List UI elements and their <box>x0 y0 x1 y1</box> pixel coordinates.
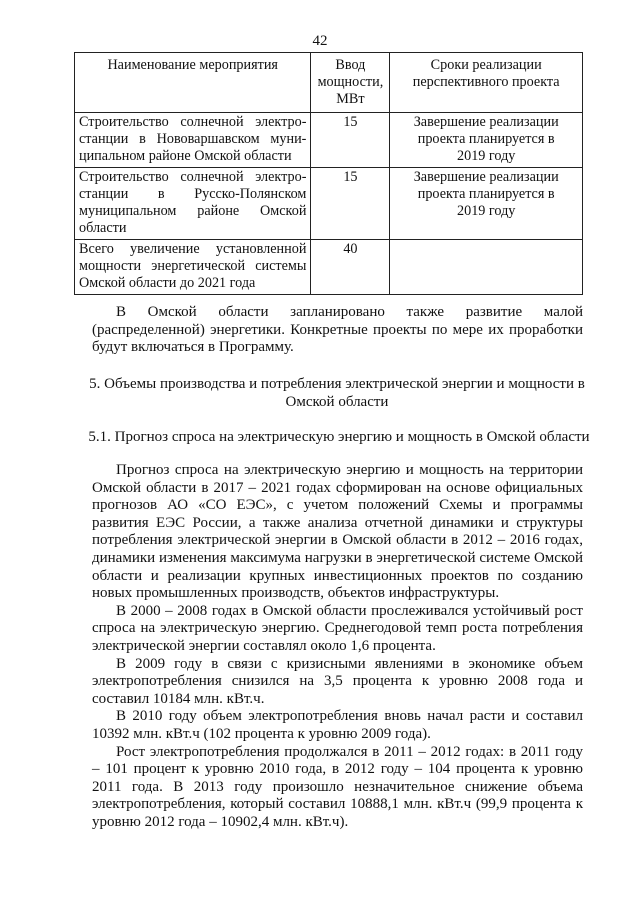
page-number: 42 <box>312 33 328 49</box>
table-row <box>75 168 583 240</box>
table-row <box>75 240 583 295</box>
table-header-row <box>75 53 583 113</box>
header-power: Ввод мощности, МВт <box>311 53 390 113</box>
row-name: Строительство солнечной электро- станции в Нововаршавском муни- ципальном районе Омской области <box>75 113 311 168</box>
header-name: Наименование мероприятия <box>75 53 311 113</box>
section-5-heading: 5. Объемы производства и потребления электрической энергии и мощности в Омской области <box>89 376 585 410</box>
row-term: Завершение реализации проекта планируется в 2019 году <box>390 113 583 168</box>
paragraph-small-energy: В Омской области запланировано также развитие малой (распределенной) энергетики. Конкретные проекты по мере их проработки будут включаться в Программу. <box>92 304 583 356</box>
row-term <box>390 240 583 295</box>
row-power: 15 <box>311 113 390 168</box>
paragraph-2000-2008: В 2000 – 2008 годах в Омской области прослеживался устойчивый рост спроса на электрическую энергию. Среднегодовой темп роста потребления электрической энергии составлял около 1,6 процента. <box>92 602 583 654</box>
small-energy-block <box>92 304 583 357</box>
paragraph-forecast: Прогноз спроса на электрическую энергию и мощность на территории Омской области в 2017 – 2021 годах сформирован на основе официальных прогнозов АО «СО ЕЭС», с учетом положений Схемы и программы развития ЕЭС России, а также анализа отчетной динамики и структуры потребления электрической энергии в Омской области в 2012 – 2016 годах, динамики изменения максимума нагрузки в энергетической системе Омской области и реализации крупных инвестиционных проектов по созданию новых промышленных производств, объектов инфраструктуры. <box>92 462 583 602</box>
section-5-1-heading: 5.1. Прогноз спроса на электрическую энергию и мощность в Омской области <box>88 429 590 445</box>
table-row <box>75 113 583 168</box>
paragraph-2009: В 2009 году в связи с кризисными явлениями в экономике объем электропотребления снизился на 3,5 процента к уровню 2008 года и составил 10184 млн. кВт.ч. <box>92 655 583 707</box>
row-power: 40 <box>311 240 390 295</box>
paragraph-2010: В 2010 году объем электропотребления вновь начал расти и составил 10392 млн. кВт.ч (102 процента к уровню 2009 года). <box>92 708 583 742</box>
row-term: Завершение реализации проекта планируется в 2019 году <box>390 168 583 240</box>
paragraph-2011-2013: Рост электропотребления продолжался в 2011 – 2012 годах: в 2011 году – 101 процент к уровню 2010 года, в 2012 году – 104 процента к уровню 2011 года. В 2013 году произошло незначительное снижение объема электропотребления, который составил 10888,1 млн. кВт.ч (99,9 процента к уровню 2012 года – 10902,4 млн. кВт.ч). <box>92 743 583 830</box>
row-name: Всего увеличение установленной мощности энергетической системы Омской области до 2021 года <box>75 240 311 295</box>
header-term: Сроки реализации перспективного проекта <box>390 53 583 113</box>
row-power: 15 <box>311 168 390 240</box>
projects-table <box>74 52 583 295</box>
row-name: Строительство солнечной электро- станции в Русско-Полянском муниципальном районе Омской области <box>75 168 311 240</box>
main-text-block <box>92 462 583 831</box>
